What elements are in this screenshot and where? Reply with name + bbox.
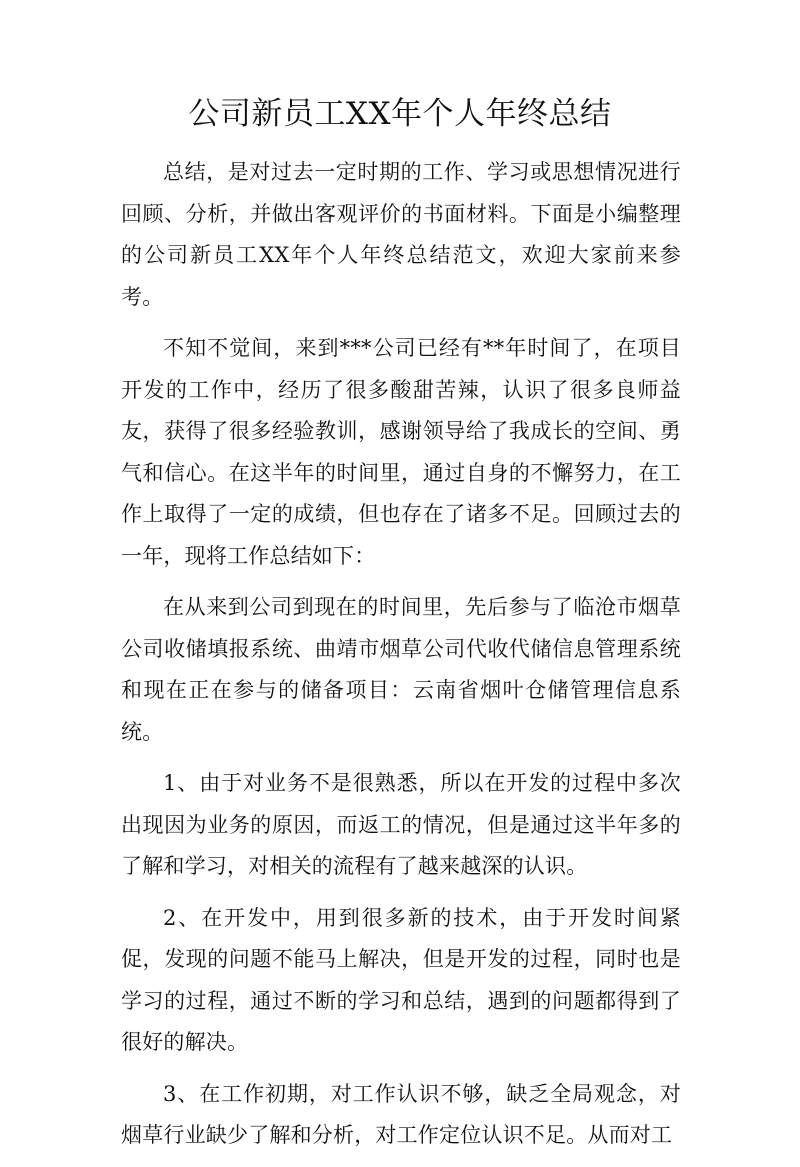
projects-paragraph: 在从来到公司到现在的时间里，先后参与了临沧市烟草公司收储填报系统、曲靖市烟草公司代收代储信息管理系统和现在正在参与的储备项目：云南省烟叶仓储管理信息系统。 — [121, 595, 681, 744]
intro-paragraph: 总结，是对过去一定时期的工作、学习或思想情况进行回顾、分析，并做出客观评价的书面材料。下面是小编整理的公司新员工XX年个人年终总结范文，欢迎大家前来参考。 — [121, 160, 681, 309]
document-body — [121, 152, 681, 1167]
background-paragraph: 不知不觉间，来到***公司已经有**年时间了，在项目开发的工作中，经历了很多酸甜苦辣，认识了很多良师益友，获得了很多经验教训，感谢领导给了我成长的空间、勇气和信心。在这半年的时间里，通过自身的不懈努力，在工作上取得了一定的成绩，但也存在了诸多不足。回顾过去的一年，现将工作总结如下： — [121, 336, 681, 568]
point-2-paragraph: 2、在开发中，用到很多新的技术，由于开发时间紧促，发现的问题不能马上解决，但是开发的过程，同时也是学习的过程，通过不断的学习和总结，遇到的问题都得到了很好的解决。 — [121, 905, 681, 1054]
point-1-paragraph: 1、由于对业务不是很熟悉，所以在开发的过程中多次出现因为业务的原因，而返工的情况，但是通过这半年多的了解和学习，对相关的流程有了越来越深的认识。 — [121, 771, 681, 878]
document-title: 公司新员工XX年个人年终总结 — [188, 96, 612, 132]
point-3-paragraph: 3、在工作初期，对工作认识不够，缺乏全局观念，对烟草行业缺少了解和分析，对工作定位认识不足。从而对工 — [121, 1081, 681, 1147]
